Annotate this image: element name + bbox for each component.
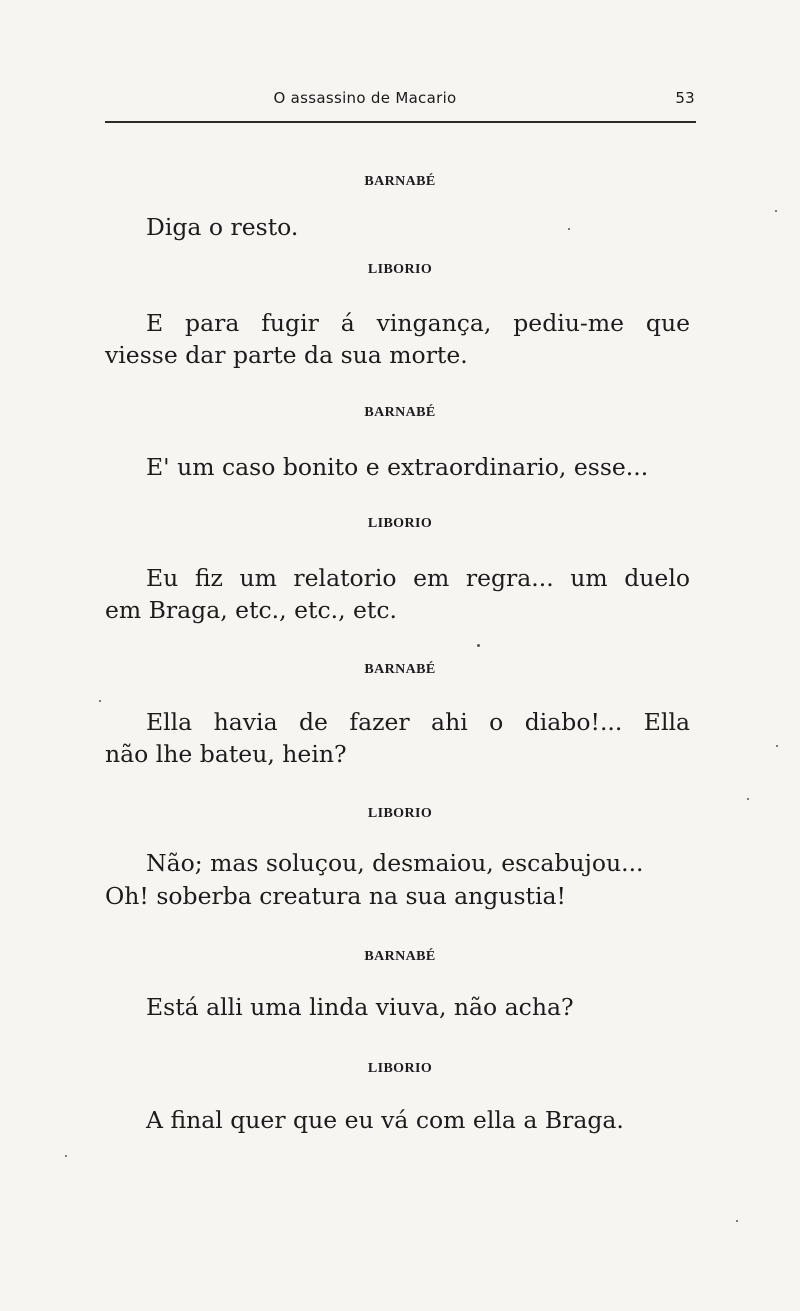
speaker-name: BARNABÉ <box>364 949 436 964</box>
scan-speck <box>736 1220 738 1222</box>
dialogue-line: Não; mas soluçou, desmaiou, escabujou... <box>146 849 644 877</box>
scan-speck <box>65 1155 67 1157</box>
speaker-name: LIBORIO <box>367 262 433 277</box>
dialogue-line: Diga o resto. <box>146 213 299 241</box>
page-number: 53 <box>675 89 695 107</box>
speaker-name: BARNABÉ <box>364 174 436 189</box>
dialogue-line: E para fugir á vingança, pediu-me que <box>146 309 690 337</box>
dialogue-line: não lhe bateu, hein? <box>105 740 347 768</box>
speaker-name: LIBORIO <box>367 516 433 531</box>
dialogue-line: viesse dar parte da sua morte. <box>105 341 468 369</box>
dialogue-line: Está alli uma linda viuva, não acha? <box>146 993 574 1021</box>
dialogue-line: Eu fiz um relatorio em regra... um duelo <box>146 564 690 592</box>
dialogue-line: Oh! soberba creatura na sua angustia! <box>105 882 566 910</box>
scan-speck <box>747 798 749 800</box>
running-title: O assassino de Macario <box>273 89 457 107</box>
scan-speck <box>776 745 778 747</box>
speaker-name: BARNABÉ <box>364 405 436 420</box>
speaker-name: LIBORIO <box>367 806 433 821</box>
scan-speck <box>99 700 101 702</box>
scan-speck <box>775 210 777 212</box>
speaker-name: BARNABÉ <box>364 662 436 677</box>
scan-speck <box>568 228 570 230</box>
speaker-name: LIBORIO <box>367 1061 433 1076</box>
dialogue-line: E' um caso bonito e extraordinario, esse... <box>146 453 649 481</box>
dialogue-line: A final quer que eu vá com ella a Braga. <box>146 1106 624 1134</box>
dialogue-line: em Braga, etc., etc., etc. <box>105 596 397 624</box>
dialogue-line: Ella havia de fazer ahi o diabo!... Ella <box>146 708 690 736</box>
scan-speck <box>477 644 480 647</box>
running-header <box>105 89 695 115</box>
header-rule <box>105 121 696 123</box>
